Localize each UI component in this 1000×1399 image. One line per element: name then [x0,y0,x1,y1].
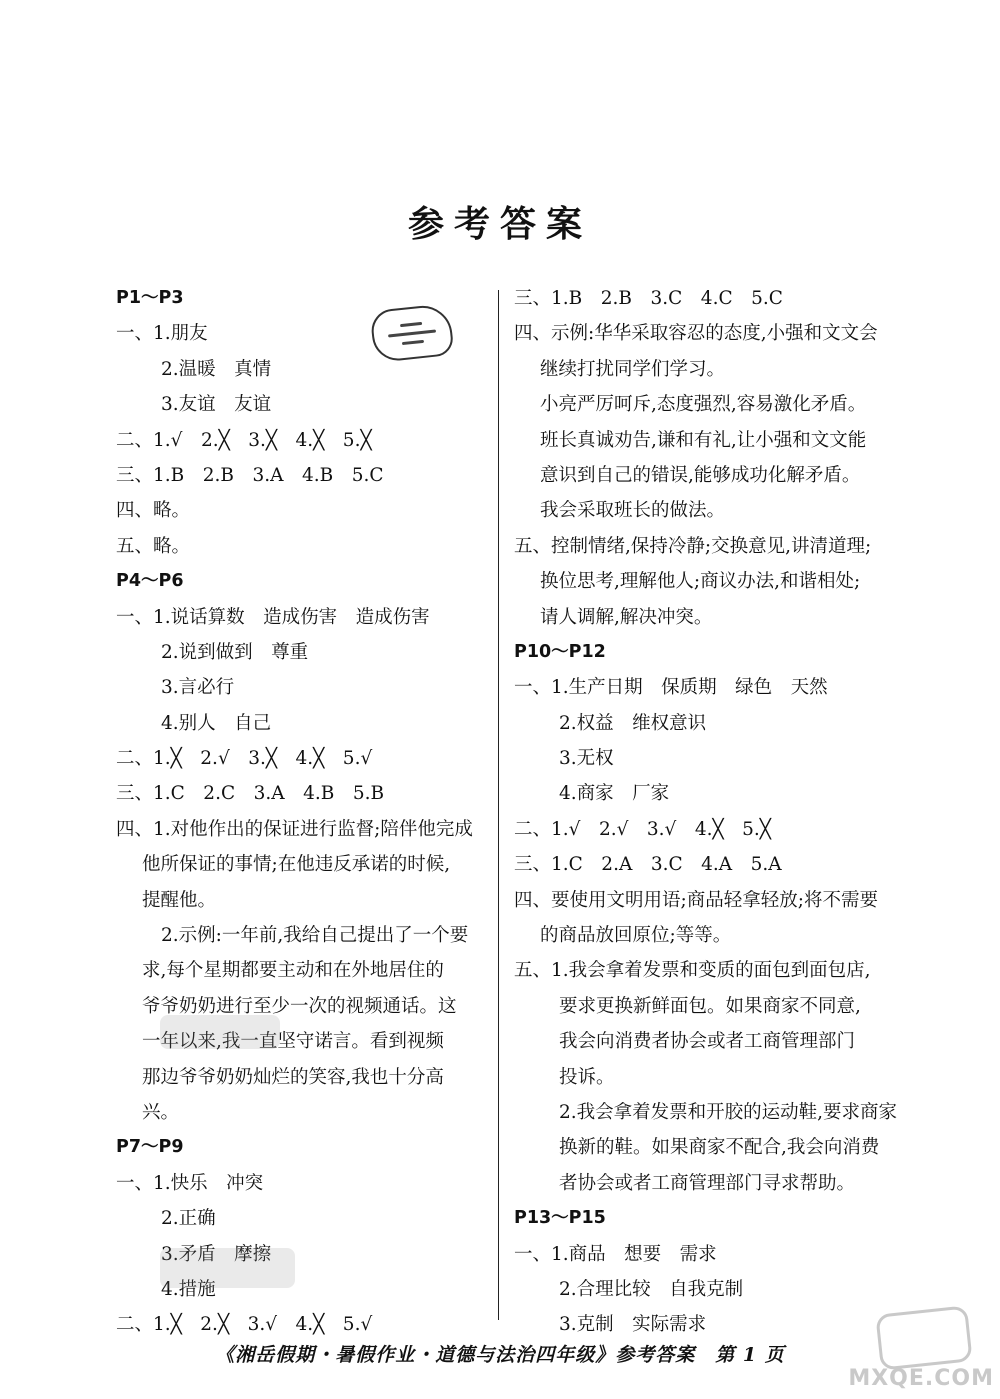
answer-line: 一、1.生产日期 保质期 绿色 天然 [514,677,828,699]
left-answer-column [116,281,491,1336]
answer-line: 3.友谊 友谊 [161,394,272,416]
answer-line: 二、1.√ 2.╳ 3.╳ 4.╳ 5.╳ [116,429,372,451]
answer-line: 请人调解,解决冲突。 [540,606,713,628]
answer-line: 我会采取班长的做法。 [540,500,726,522]
answer-line: 二、1.╳ 2.√ 3.╳ 4.╳ 5.√ [116,748,373,770]
watermark-logo [848,1306,1000,1399]
section-heading: P7～P9 [116,1137,184,1158]
answer-line: 三、1.C 2.A 3.C 4.A 5.A [514,854,782,876]
answer-line: 3.克制 实际需求 [559,1314,707,1336]
answer-line: 2.示例:一年前,我给自己提出了一个要 [161,925,469,947]
answer-line: 3.矛盾 摩擦 [161,1243,272,1265]
section-heading: P4～P6 [116,571,184,592]
answer-line: 四、1.对他作出的保证进行监督;陪伴他完成 [116,818,473,840]
answer-line: 者协会或者工商管理部门寻求帮助。 [559,1172,856,1194]
answer-line: 2.我会拿着发票和开胶的运动鞋,要求商家 [559,1101,898,1123]
answer-line: 那边爷爷奶奶灿烂的笑容,我也十分高 [142,1066,444,1088]
answer-line: 四、示例:华华采取容忍的态度,小强和文文会 [514,323,878,345]
answer-line: 五、1.我会拿着发票和变质的面包到面包店, [514,960,871,982]
answer-line: 意识到自己的错误,能够成功化解矛盾。 [540,464,861,486]
page-title: 参考答案 [407,204,592,245]
answer-line: 4.商家 厂家 [559,783,670,805]
answer-line: 2.温暖 真情 [161,358,272,380]
answer-line: 换新的鞋。如果商家不配合,我会向消费 [559,1137,880,1159]
answer-line: 一、1.快乐 冲突 [116,1172,264,1194]
answer-line: 投诉。 [559,1066,615,1088]
answer-line: 一年以来,我一直坚守诺言。看到视频 [142,1031,444,1053]
answer-line: 求,每个星期都要主动和在外地居住的 [142,960,444,982]
answer-line: 五、控制情绪,保持冷静;交换意见,讲清道理; [514,535,872,557]
answer-line: 要求更换新鲜面包。如果商家不同意, [559,995,861,1017]
answer-line: 3.无权 [559,748,614,770]
answer-line: 4.措施 [161,1278,216,1300]
section-heading: P1～P3 [116,288,184,308]
answer-line: 2.说到做到 尊重 [161,641,309,663]
answer-line: 三、1.B 2.B 3.A 4.B 5.C [116,464,384,486]
watermark-url: MXQE.COM [848,1366,994,1391]
answer-line: 二、1.√ 2.√ 3.√ 4.╳ 5.╳ [514,818,771,840]
answer-line: 四、要使用文明用语;商品轻拿轻放;将不需要 [514,889,878,911]
watermark-smudge [160,1248,295,1288]
answer-line: 我会向消费者协会或者工商管理部门 [559,1031,856,1053]
column-divider [498,290,499,1320]
answer-line: 兴。 [142,1101,180,1123]
answer-line: 2.合理比较 自我克制 [559,1278,744,1300]
answer-line: 的商品放回原位;等等。 [540,925,732,947]
answer-line: 一、1.朋友 [116,323,208,345]
answer-line: 换位思考,理解他人;商议办法,和谐相处; [540,571,861,593]
watermark-smudge [160,1015,280,1049]
answer-line: 3.言必行 [161,677,235,699]
answer-line: 爷爷奶奶进行至少一次的视频通话。这 [142,995,457,1017]
answer-line: 四、略。 [116,500,191,522]
answer-line: 一、1.说话算数 造成伤害 造成伤害 [116,606,430,628]
answer-line: 2.权益 维权意识 [559,712,707,734]
answer-line: 三、1.C 2.C 3.A 4.B 5.B [116,783,385,805]
answer-line: 4.别人 自己 [161,712,272,734]
answer-line: 三、1.B 2.B 3.C 4.C 5.C [514,288,783,309]
answer-line: 继续打扰同学们学习。 [540,358,726,380]
answer-line: 提醒他。 [142,889,217,911]
answer-line: 五、略。 [116,535,191,557]
answer-line: 小亮严厉呵斥,态度强烈,容易激化矛盾。 [540,394,867,416]
right-answer-column [514,281,904,1336]
answer-line: 他所保证的事情;在他违反承诺的时候, [142,854,451,876]
page-footer: 《湘岳假期・暑假作业・道德与法治四年级》参考答案 第 1 页 [215,1344,785,1366]
answer-line: 班长真诚劝告,谦和有礼,让小强和文文能 [540,429,867,451]
answer-line: 二、1.╳ 2.╳ 3.√ 4.╳ 5.√ [116,1314,373,1336]
section-heading: P13～P15 [514,1208,606,1229]
answer-line: 一、1.商品 想要 需求 [514,1243,717,1265]
watermark-badge-icon [875,1305,972,1370]
section-heading: P10～P12 [514,641,606,662]
answer-line: 2.正确 [161,1208,216,1230]
